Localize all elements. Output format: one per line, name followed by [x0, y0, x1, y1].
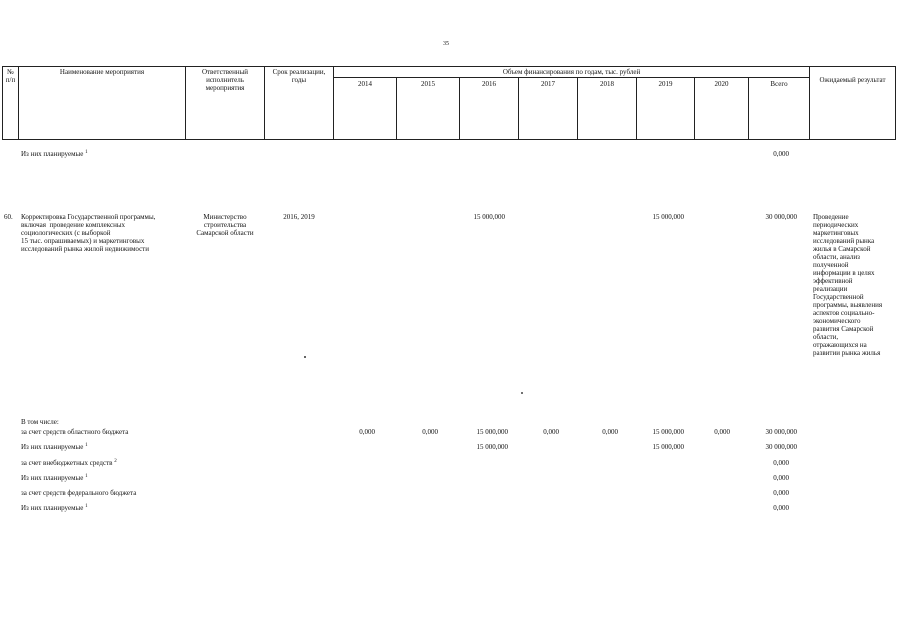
breakdown-label: Из них планируемые $^1$: [21, 504, 88, 512]
breakdown-value: 0,000: [359, 428, 375, 436]
item-responsible: Министерство строительства Самарской области: [196, 213, 254, 237]
breakdown-label: за счет внебюджетных средств $^2$: [21, 459, 117, 467]
pre-row-total: 0,000: [773, 150, 789, 158]
page-number: 35: [443, 41, 449, 47]
breakdown-value: 30 000,000: [765, 443, 797, 451]
item-num: 60.: [4, 213, 13, 221]
item-2016: 15 000,000: [473, 213, 505, 221]
breakdown-value: 15 000,000: [652, 428, 684, 436]
breakdown-value: 15 000,000: [652, 443, 684, 451]
header-num: № п/п: [5, 68, 16, 84]
breakdown-value: 0,000: [773, 459, 789, 467]
header-year-2018: 2018: [600, 80, 614, 88]
breakdown-value: 30 000,000: [765, 428, 797, 436]
header-volume: Объем финансирования по годам, тыс. рублей: [502, 68, 641, 76]
scan-dot: [521, 392, 523, 394]
item-term: 2016, 2019: [283, 213, 315, 221]
breakdown-label: за счет средств областного бюджета: [21, 428, 129, 436]
header-year-total: Всего: [770, 80, 788, 88]
header-result: Ожидаемый результат: [819, 76, 886, 84]
breakdown-value: 15 000,000: [476, 443, 508, 451]
header-year-2015: 2015: [421, 80, 435, 88]
header-year-2014: 2014: [358, 80, 372, 88]
scan-dot: [304, 356, 306, 358]
including-label: В том числе:: [21, 418, 59, 426]
item-name: Корректировка Государственной программы, включая проведение комплексных социологических (с выборкой 15 тыс. опрашиваемых) и маркетинговых исследований рынка жилой недвижимости: [21, 213, 156, 253]
breakdown-label: Из них планируемые $^1$: [21, 443, 88, 451]
breakdown-value: 15 000,000: [476, 428, 508, 436]
breakdown-value: 0,000: [773, 474, 789, 482]
header-year-2020: 2020: [714, 80, 729, 88]
breakdown-value: 0,000: [714, 428, 730, 436]
breakdown-value: 0,000: [602, 428, 618, 436]
header-term: Срок реализации, годы: [272, 68, 326, 84]
breakdown-value: 0,000: [773, 489, 789, 497]
header-year-2017: 2017: [541, 80, 555, 88]
item-result: Проведение периодических маркетинговых исследований рынка жилья в Самарской области, анализ полученной информации в целях эффективной реализации Государственной программы, выявления аспектов социально- экономического развития Самарской области, отражающихся на развитии рынка жилья: [813, 213, 883, 357]
header-responsible: Ответственный исполнитель мероприятия: [201, 68, 249, 92]
pre-row-label: Из них планируемые $^1$: [21, 150, 88, 158]
breakdown-value: 0,000: [773, 504, 789, 512]
header-year-2016: 2016: [482, 80, 496, 88]
header-year-2019: 2019: [658, 80, 673, 88]
breakdown-label: Из них планируемые $^1$: [21, 474, 88, 482]
header-name: Наименование мероприятия: [59, 68, 145, 76]
item-total: 30 000,000: [765, 213, 797, 221]
breakdown-value: 0,000: [543, 428, 559, 436]
breakdown-label: за счет средств федерального бюджета: [21, 489, 137, 497]
breakdown-value: 0,000: [422, 428, 438, 436]
item-2019: 15 000,000: [652, 213, 684, 221]
